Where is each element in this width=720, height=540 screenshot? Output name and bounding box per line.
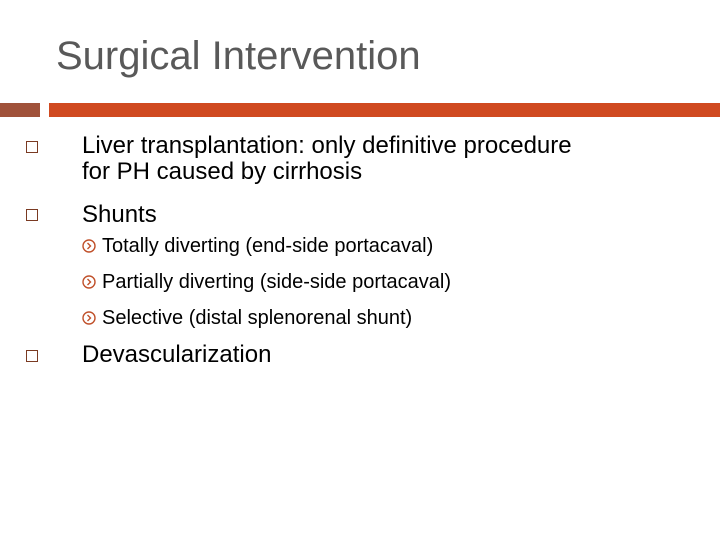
bullet-item xyxy=(82,202,702,228)
bullet-text: Shunts xyxy=(82,201,157,228)
bullet-text-line: for PH caused by cirrhosis xyxy=(82,158,363,185)
square-bullet-icon xyxy=(26,350,38,362)
sub-bullet-item xyxy=(82,234,433,258)
bullet-item xyxy=(82,342,702,368)
sub-bullet-text: Totally diverting (end-side portacaval) xyxy=(102,235,434,257)
sub-bullet-item xyxy=(82,306,412,330)
square-bullet-icon xyxy=(26,141,38,153)
bullet-text: Devascularization xyxy=(82,341,272,368)
title-rule-gap xyxy=(40,103,49,117)
slide-title: Surgical Intervention xyxy=(56,34,421,78)
square-bullet-icon xyxy=(26,209,38,221)
bullet-text-line: Liver transplantation: only definitive procedure xyxy=(82,132,572,159)
circle-bullet-icon xyxy=(82,311,96,325)
sub-bullet-item xyxy=(82,270,451,294)
title-rule-accent xyxy=(0,103,40,117)
title-rule xyxy=(49,103,720,117)
circle-bullet-icon xyxy=(82,239,96,253)
circle-bullet-icon xyxy=(82,275,96,289)
sub-bullet-text: Selective (distal splenorenal shunt) xyxy=(102,307,413,329)
sub-bullet-text: Partially diverting (side-side portacaval) xyxy=(102,271,452,293)
bullet-item xyxy=(82,133,702,185)
